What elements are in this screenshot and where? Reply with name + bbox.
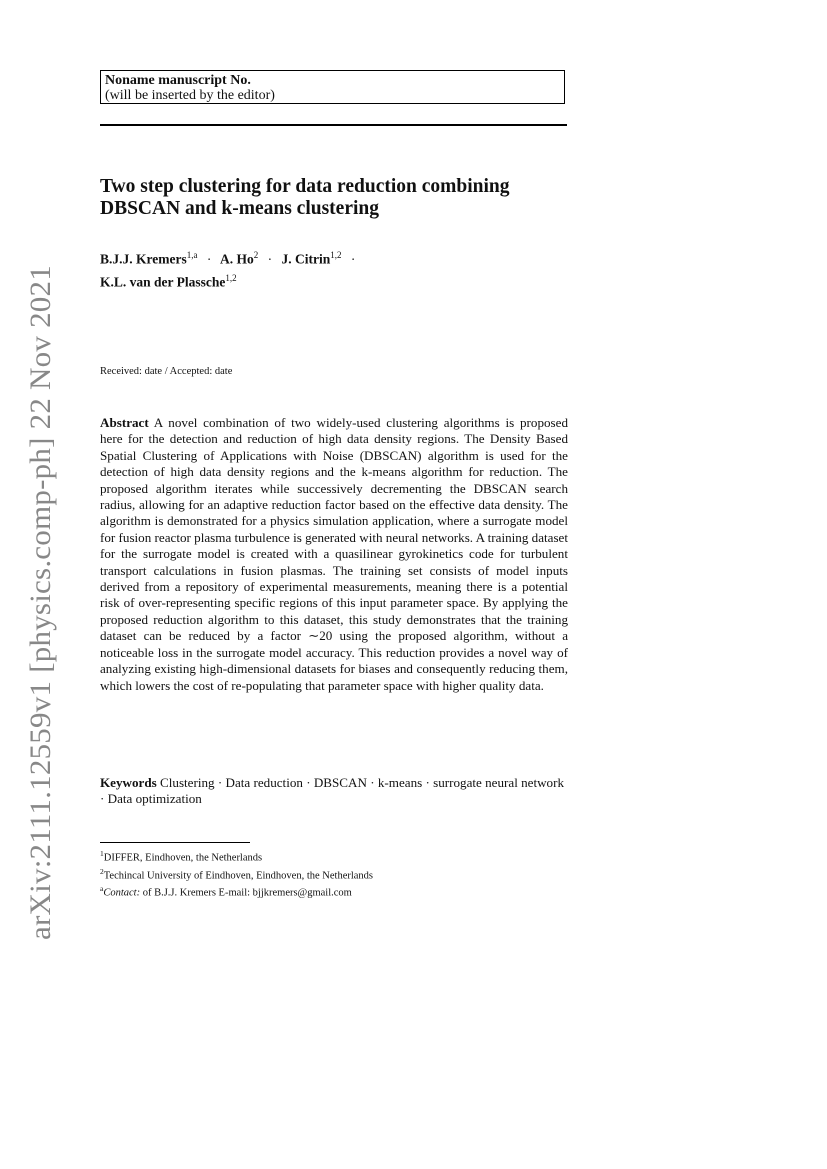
author-affiliation: 2 [253,250,259,260]
author-name: J. Citrin [281,251,331,267]
footnote-mark: 1 [100,849,104,858]
footnotes [100,847,568,900]
footnote-rule [100,842,250,843]
header-rule [100,124,567,126]
keywords-label: Keywords [100,775,157,790]
keywords [100,775,568,808]
author-affiliation: 1,a [186,250,198,260]
footnote [100,847,568,865]
footnote-mark: 2 [100,866,104,876]
abstract-text: A novel combination of two widely-used clustering algorithms is proposed here for the detection and reduction of high data density regions. The Density Based Spatial Clustering of Applications with Noise (DBSCAN) algorithm is used for the detection of high data density regions and the k-means algorithm for reduction. The proposed algorithm iterates while successively decrementing the DBSCAN search radius, allowing for an adaptive reduction factor based on the effective data density. The algorithm is demonstrated for a physics simulation application, where a surrogate model for fusion reactor plasma turbulence is generated with neural networks. A training dataset for the surrogate model is created with a quasilinear gyrokinetics code for turbulent transport calculations in fusion plasmas. The training set consists of model inputs derived from a repository of experimental measurements, meaning there is a potential risk of over-representing specific regions of this input parameter space. By applying the proposed reduction algorithm to this dataset, this study demonstrates that the training dataset can be reduced by a factor ∼20 using the proposed algorithm, without a noticeable loss in the surrogate model accuracy. This reduction provides a novel way of analyzing existing high-dimensional datasets for biases and consequently reducing them, which lowers the cost of re-populating that parameter space with higher quality data. [100,415,568,693]
keywords-text: Clustering · Data reduction · DBSCAN · k-means · surrogate neural network · Data optimization [100,775,565,807]
author-separator: · [206,251,212,267]
author-name: A. Ho [220,251,254,267]
footnote-mark: a [100,884,104,893]
author-separator: · [267,251,273,267]
editor-note: (will be inserted by the editor) [105,88,275,103]
footnote [100,882,568,900]
paper-title: Two step clustering for data reduction combining DBSCAN and k-means clustering [100,176,510,219]
manuscript-number: Noname manuscript No. [105,73,251,88]
author-separator: · [350,251,356,267]
footnote [100,865,568,883]
author-name: K.L. van der Plassche [100,274,226,289]
footnote-text: of B.J.J. Kremers E-mail: bjjkremers@gmail.com [140,887,352,899]
footnote-prefix: Contact: [103,887,141,899]
author-list [100,246,570,291]
abstract [100,415,568,694]
received-date: Received: date / Accepted: date [100,366,233,377]
footnote-text: DIFFER, Eindhoven, the Netherlands [103,852,263,864]
footnote-text: Techincal University of Eindhoven, Eindhoven, the Netherlands [103,870,374,881]
abstract-label: Abstract [100,415,149,430]
author-affiliation: 1,2 [225,272,237,283]
author-affiliation: 1,2 [330,250,342,260]
author-name: B.J.J. Kremers [100,251,187,267]
arxiv-identifier-stamp [18,260,62,940]
manuscript-header-box [100,70,565,104]
arxiv-id-text: arXiv:2111.12559v1 [physics.comp-ph] 22 Nov 2021 [24,287,57,940]
arxiv-stamp-svg [18,260,62,940]
